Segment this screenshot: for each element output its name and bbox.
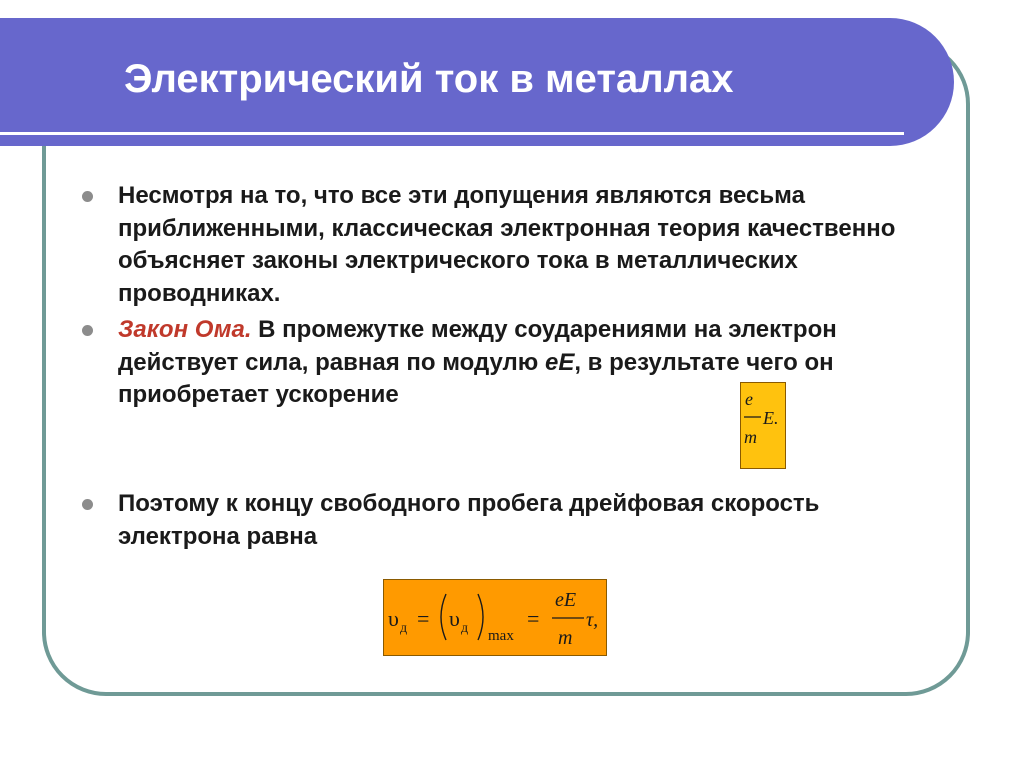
paren-sub: д [461,621,469,636]
frac-den: m [558,627,573,649]
bullet-3-text: Поэтому к концу свободного пробега дрейфовая скорость электрона равна [118,490,820,550]
paren-sub-max: max [488,628,514,644]
bullet-2-text-end: , в результате чего он приобретает ускорение [118,348,834,408]
bullet-dot-icon [82,191,93,202]
force-symbol: eE [544,348,575,376]
bullet-dot-icon [82,499,93,510]
bullet-2-text: В промежутке между соударениями на электрон действует сила, равная по модулю [118,316,837,376]
bullet-3 [118,488,878,553]
bullet-1-text: Несмотря на то, что все эти допущения являются весьма приближенными, классическая электронная теория качественно объясняет законы электрического тока в металлических проводниках. [118,182,896,307]
formula-tail: τ, [586,609,599,631]
acceleration-formula [740,382,786,469]
lhs-symbol: υ [388,606,399,631]
paren-symbol: υ [449,606,460,631]
acc-numerator: e [745,389,753,409]
bullet-1 [118,180,908,310]
acc-tail: E. [763,408,779,428]
slide-title: Электрический ток в металлах [124,57,734,101]
lhs-sub: д [400,621,408,636]
acc-denominator: m [744,427,757,447]
bullet-dot-icon [82,325,93,336]
eq-2: = [527,606,540,631]
eq-1: = [417,606,430,631]
title-underline [0,132,904,135]
drift-velocity-formula [383,579,607,656]
frac-num: eE [555,589,577,611]
ohm-law-label: Закон Ома. [118,316,252,343]
